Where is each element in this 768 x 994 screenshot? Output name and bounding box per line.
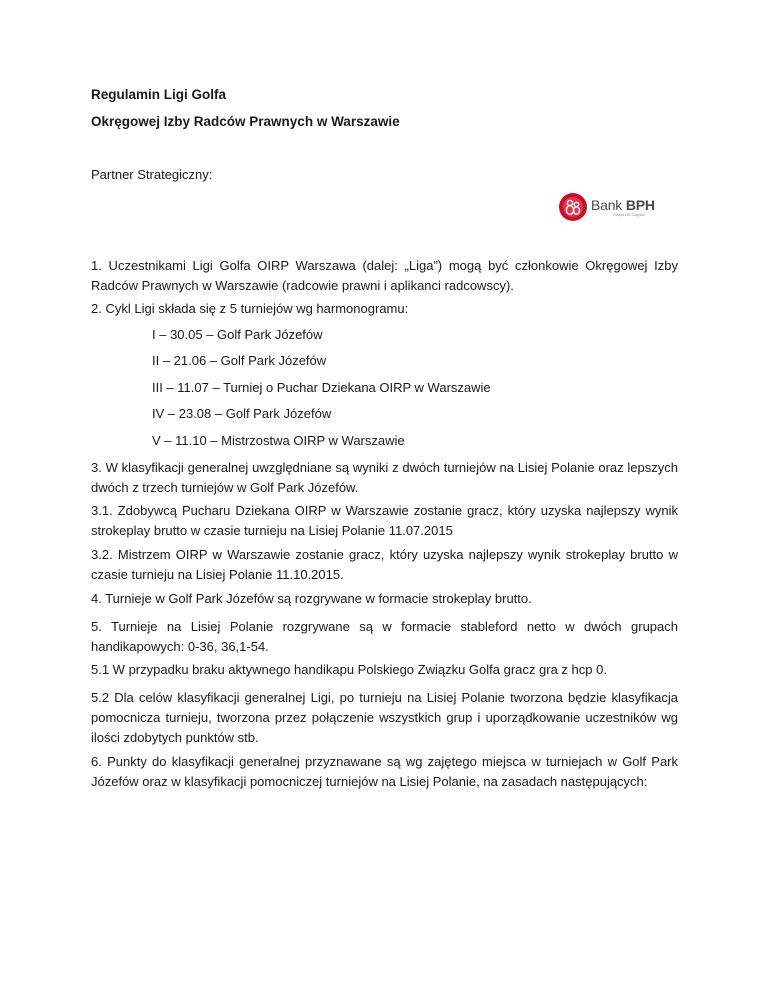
schedule-item-4: IV – 23.08 – Golf Park Józefów	[152, 406, 332, 421]
schedule-item-5: V – 11.10 – Mistrzostwa OIRP w Warszawie	[152, 433, 405, 448]
paragraph-3: 3. W klasyfikacji generalnej uwzględniane są wyniki z dwóch turniejów na Lisiej Polanie oraz lepszych dwóch z trzech turniejów w Golf Park Józefów.	[91, 460, 678, 495]
logo-wordmark: Bank BPH	[591, 196, 655, 213]
partner-label: Partner Strategiczny:	[91, 167, 213, 182]
schedule-item-3: III – 11.07 – Turniej o Puchar Dziekana OIRP w Warszawie	[152, 380, 491, 395]
paragraph-3-1: 3.1. Zdobywcą Pucharu Dziekana OIRP w Warszawie zostanie gracz, który uzyska najlepszy wynik strokeplay brutto w czasie turnieju na Lisiej Polanie 11.07.2015	[91, 503, 678, 538]
schedule-item-1: I – 30.05 – Golf Park Józefów	[152, 327, 323, 342]
document-subtitle: Okręgowej Izby Radców Prawnych w Warszawie	[91, 114, 400, 129]
paragraph-5-2: 5.2 Dla celów klasyfikacji generalnej Ligi, po turnieju na Lisiej Polanie tworzona będzie klasyfikacja pomocnicza turnieju, tworzona przez połączenie wszystkich grup i uporządkowanie uczestników wg ilości zdobytych punktów stb.	[91, 690, 678, 745]
logo-tagline: Grupa GE Capital	[613, 211, 645, 217]
schedule-item-2: II – 21.06 – Golf Park Józefów	[152, 353, 327, 368]
bph-bowling-pins-icon	[558, 192, 588, 222]
paragraph-1: 1. Uczestnikami Ligi Golfa OIRP Warszawa (dalej: „Liga”) mogą być członkowie Okręgowej Izby Radców Prawnych w Warszawie (radcowie prawni i aplikanci radcowscy).	[91, 258, 678, 293]
paragraph-5-1: 5.1 W przypadku braku aktywnego handikapu Polskiego Związku Golfa gracz gra z hcp 0.	[91, 662, 607, 677]
paragraph-6: 6. Punkty do klasyfikacji generalnej przyznawane są wg zajętego miejsca w turniejach w Golf Park Józefów oraz w klasyfikacji pomocniczej turniejów na Lisiej Polanie, na zasadach następujących:	[91, 754, 678, 789]
document-title: Regulamin Ligi Golfa	[91, 87, 227, 102]
paragraph-2: 2. Cykl Ligi składa się z 5 turniejów wg harmonogramu:	[91, 301, 409, 316]
paragraph-3-2: 3.2. Mistrzem OIRP w Warszawie zostanie gracz, który uzyska najlepszy wynik strokeplay brutto w czasie turnieju na Lisiej Polanie 11.10.2015.	[91, 547, 678, 582]
paragraph-5: 5. Turnieje na Lisiej Polanie rozgrywane są w formacie stableford netto w dwóch grupach handikapowych: 0-36, 36,1-54.	[91, 619, 678, 654]
bank-bph-logo	[558, 192, 668, 222]
paragraph-4: 4. Turnieje w Golf Park Józefów są rozgrywane w formacie strokeplay brutto.	[91, 591, 532, 606]
